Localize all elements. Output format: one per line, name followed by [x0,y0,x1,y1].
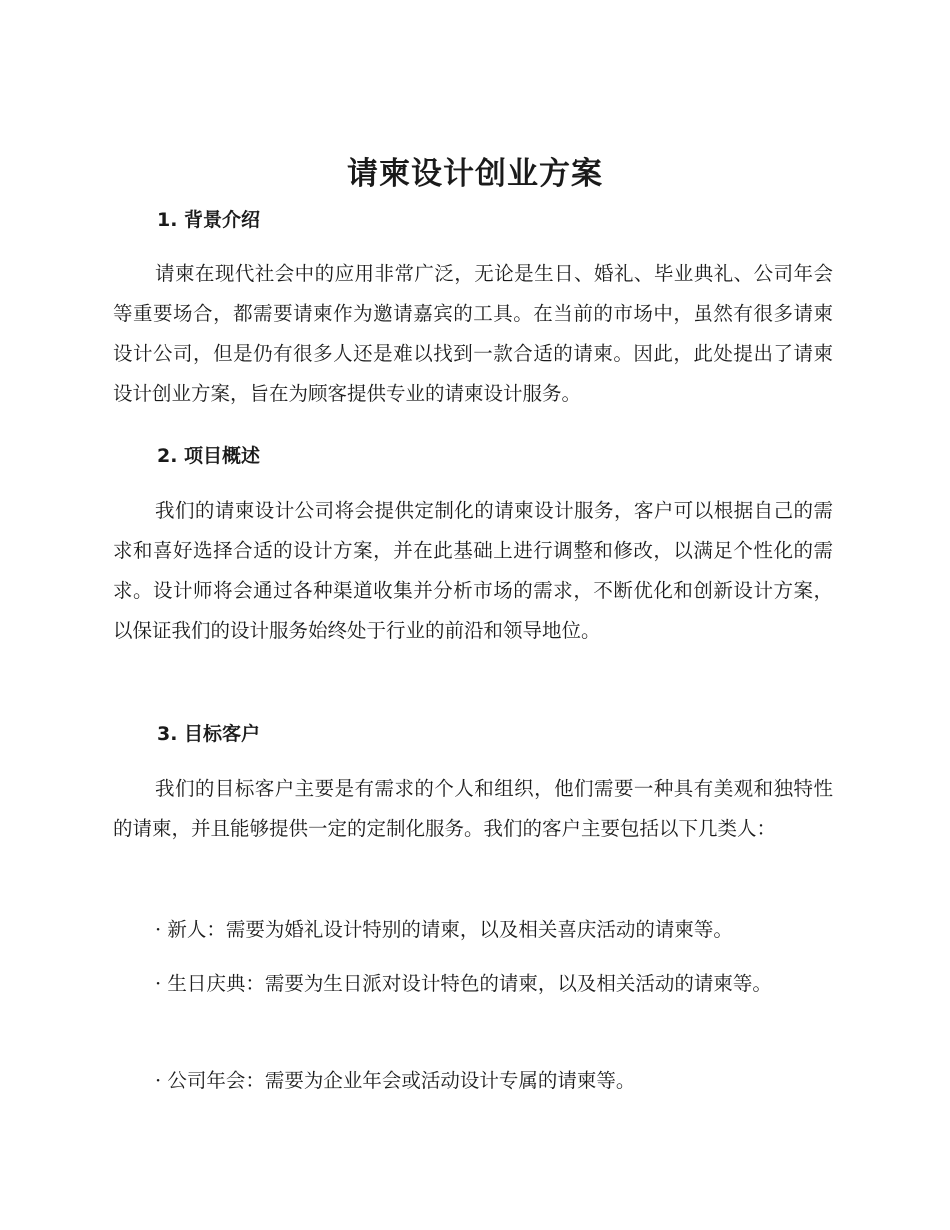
list-item: · 公司年会：需要为企业年会或活动设计专属的请柬等。 [155,1069,636,1092]
section-heading-background: 1. 背景介绍 [157,209,261,231]
list-item: · 新人：需要为婚礼设计特别的请柬，以及相关喜庆活动的请柬等。 [155,918,733,941]
section-heading-target-customers: 3. 目标客户 [157,723,261,745]
section-paragraph-overview: 我们的请柬设计公司将会提供定制化的请柬设计服务，客户可以根据自己的需求和喜好选择合适的设计方案，并在此基础上进行调整和修改，以满足个性化的需求。设计师将会通过各种渠道收集并分析市场的需求，不断优化和创新设计方案，以保证我们的设计服务始终处于行业的前沿和领导地位。 [113,499,833,642]
list-item: · 生日庆典：需要为生日派对设计特色的请柬，以及相关活动的请柬等。 [155,972,772,995]
section-heading-overview: 2. 项目概述 [157,445,261,467]
section-paragraph-background: 请柬在现代社会中的应用非常广泛，无论是生日、婚礼、毕业典礼、公司年会等重要场合，都需要请柬作为邀请嘉宾的工具。在当前的市场中，虽然有很多请柬设计公司，但是仍有很多人还是难以找到一款合适的请柬。因此，此处提出了请柬设计创业方案，旨在为顾客提供专业的请柬设计服务。 [113,262,833,405]
section-paragraph-target-customers: 我们的目标客户主要是有需求的个人和组织，他们需要一种具有美观和独特性的请柬，并且能够提供一定的定制化服务。我们的客户主要包括以下几类人： [113,777,833,840]
document-title: 请柬设计创业方案 [347,156,603,192]
